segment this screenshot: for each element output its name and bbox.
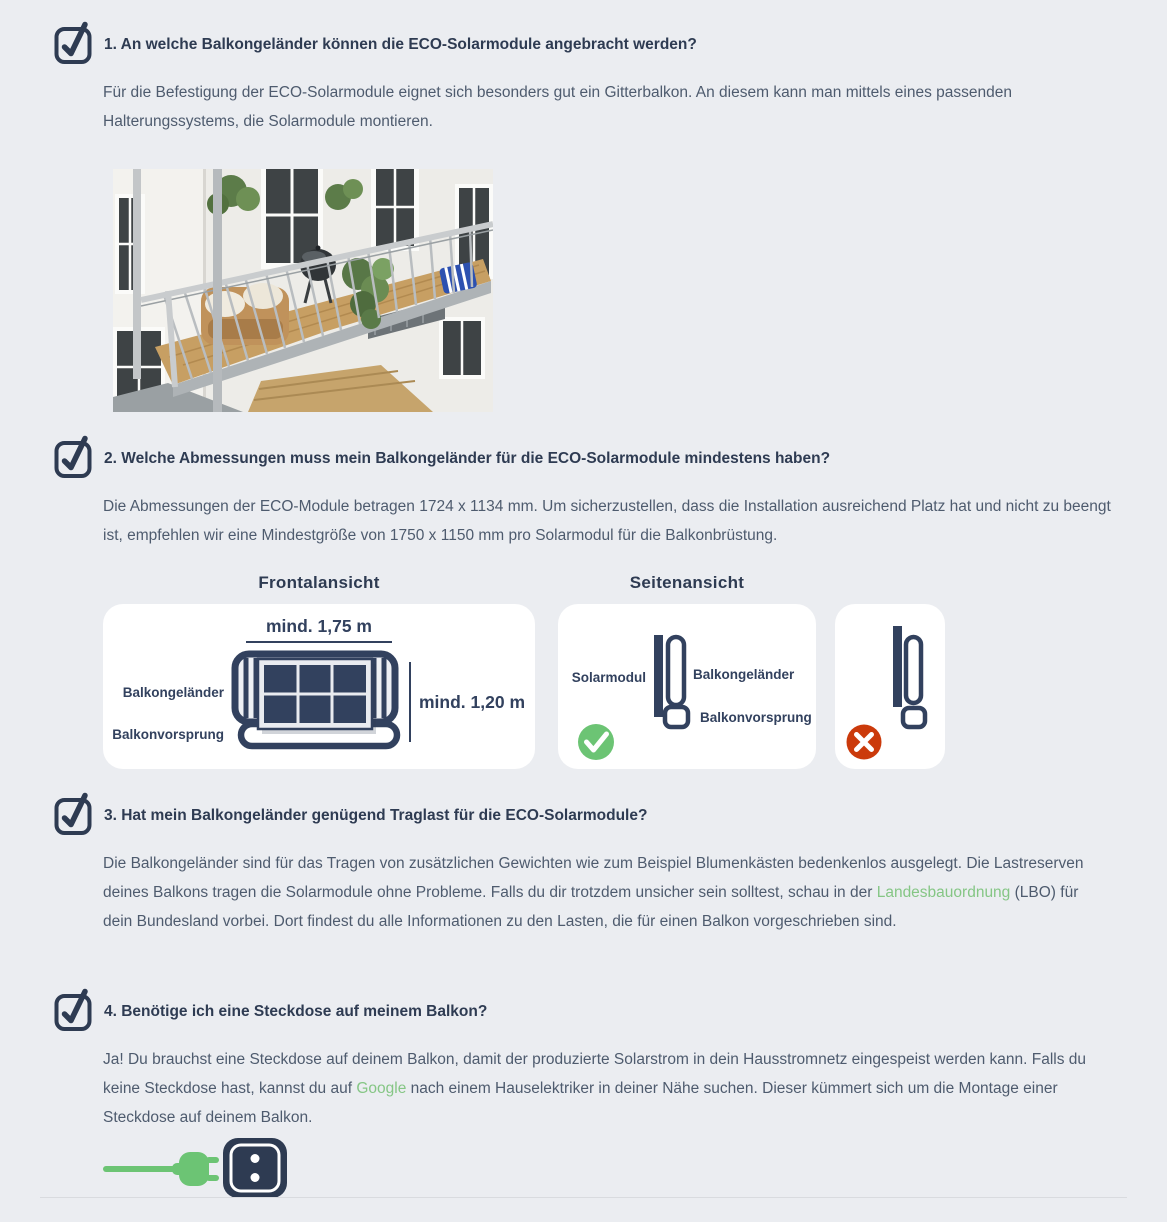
faq-item-4 xyxy=(53,989,1123,1200)
answer-4-pre: Ja! Du brauchst eine Steckdose auf deinem Balkon, damit der produzierte Solarstrom in dein Hausstromnetz eingespeist werden kann. Falls du keine Steckdose hast, kannst du auf xyxy=(103,1051,1087,1097)
frontal-view-title: Frontalansicht xyxy=(258,573,380,592)
module-label: Solarmodul xyxy=(571,670,646,685)
ledge-shape xyxy=(903,708,925,727)
side-view-correct-diagram xyxy=(558,604,816,769)
answer-1-text: Für die Befestigung der ECO-Solarmodule eignet sich besonders gut ein Gitterbalkon. An diesem kann man mittels eines passenden Halterungssystems, die Solarmodule montieren. xyxy=(103,84,1012,130)
min-width-label: mind. 1,75 m xyxy=(265,616,373,636)
checkbox-checked-icon xyxy=(53,989,93,1033)
railing-label: Balkongeländer xyxy=(122,685,224,700)
question-2-heading: 2. Welche Abmessungen muss mein Balkongeländer für die ECO-Solarmodule mindestens haben? xyxy=(104,450,831,467)
solar-module-shape xyxy=(654,635,663,717)
plug-socket-svg xyxy=(103,1136,287,1200)
plug-icon xyxy=(106,1152,219,1186)
faq-item-2 xyxy=(53,436,1123,769)
answer-4-post: nach einem Hauselektriker in deiner Nähe suchen. Dieser kümmert sich um die Montage einer Steckdose auf deinem Balkon. xyxy=(103,1080,1058,1126)
side-view-correct-card xyxy=(558,604,816,769)
answer-3-pre: Die Balkongeländer sind für das Tragen von zusätzlichen Gewichten wie zum Beispiel Blumenkästen bedenkenlos ausgelegt. Die Lastreserven deines Balkons tragen die Solarmodule ohne Probleme. Falls du dir trotzdem unsicher sein solltest, schau in der xyxy=(103,855,1084,901)
faq-item-1 xyxy=(53,22,1123,412)
side-view-title: Seitenansicht xyxy=(629,573,745,592)
solar-module-shape xyxy=(893,626,902,707)
answer-4-text xyxy=(103,1045,1111,1132)
frontal-view-card xyxy=(103,604,535,769)
question-4-heading: 4. Benötige ich eine Steckdose auf meinem Balkon? xyxy=(104,1003,488,1020)
question-3-heading: 3. Hat mein Balkongeländer genügend Traglast für die ECO-Solarmodule? xyxy=(104,807,648,824)
faq-header-1 xyxy=(53,22,1123,68)
google-link[interactable]: Google xyxy=(356,1080,407,1097)
faq-item-3 xyxy=(53,793,1123,936)
ledge-label: Balkonvorsprung xyxy=(112,727,224,742)
dimension-diagrams xyxy=(103,573,1125,769)
balcony-photo-illustration xyxy=(113,169,493,412)
railing-shape xyxy=(668,637,684,705)
ledge-label: Balkonvorsprung xyxy=(700,710,812,725)
railing-shape xyxy=(906,637,921,703)
faq-header-4 xyxy=(53,989,1123,1035)
answer-2-text: Die Abmessungen der ECO-Module betragen 1724 x 1134 mm. Um sicherzustellen, dass die Installation ausreichend Platz hat und nicht zu beengt ist, empfehlen wir eine Mindestgröße von 1750 x 1150 mm pro Solarmodul für die Balkonbrüstung. xyxy=(103,498,1111,544)
support-pole xyxy=(213,169,222,412)
window-right-bottom xyxy=(439,317,485,379)
side-view-incorrect-card xyxy=(835,604,945,769)
check-circle-icon xyxy=(578,724,614,760)
answer-3-post: (LBO) für dein Bundesland vorbei. Dort findest du alle Informationen zu den Lasten, die für einen Balkon vorgeschrieben sind. xyxy=(103,884,1079,930)
faq-header-3 xyxy=(53,793,1123,839)
plug-and-socket-illustration xyxy=(103,1136,287,1200)
side-view-incorrect-diagram xyxy=(835,604,945,769)
section-divider xyxy=(40,1197,1127,1198)
question-1-heading: 1. An welche Balkongeländer können die ECO-Solarmodule angebracht werden? xyxy=(104,36,697,53)
cross-circle-icon xyxy=(847,725,882,760)
frontal-view-diagram xyxy=(103,604,535,769)
checkbox-checked-icon xyxy=(53,436,93,480)
ledge-shape xyxy=(665,707,688,727)
min-height-label: mind. 1,20 m xyxy=(419,692,526,712)
railing-label: Balkongeländer xyxy=(693,667,795,682)
checkbox-checked-icon xyxy=(53,22,93,66)
landesbauordnung-link[interactable]: Landesbauordnung xyxy=(876,884,1011,901)
answer-3-text xyxy=(103,849,1111,936)
socket-icon xyxy=(223,1138,287,1198)
drainpipe xyxy=(133,169,141,379)
balcony-photo xyxy=(113,169,493,412)
checkbox-checked-icon xyxy=(53,793,93,837)
faq-header-2 xyxy=(53,436,1123,482)
